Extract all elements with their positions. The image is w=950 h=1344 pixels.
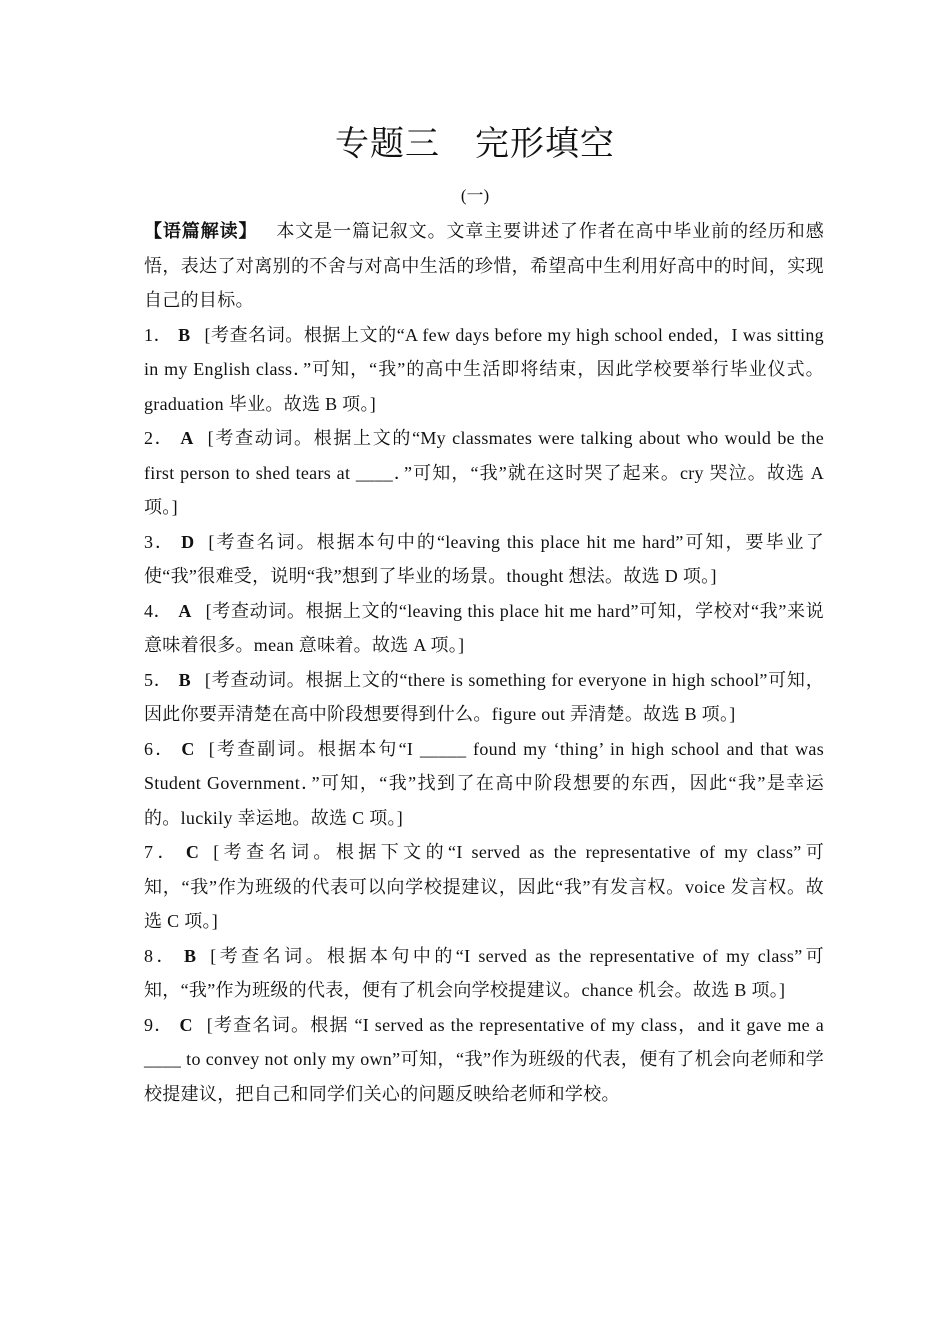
item-answer: B: [178, 669, 191, 690]
answer-item: [144, 939, 824, 1008]
item-number: 2．: [144, 428, 175, 448]
item-answer: A: [180, 428, 194, 448]
item-answer: B: [183, 945, 197, 966]
item-explanation: [考查名词。根据下文的“I served as the representative of my class”可知，“我”作为班级的代表可以向学校提建议，因此“我”有发言权。voice 发言权。故选 C 项。]: [144, 842, 825, 931]
item-answer: B: [178, 324, 191, 345]
answer-item: [144, 318, 824, 422]
answer-item: [144, 525, 824, 594]
item-explanation: [考查名词。根据本句中的“I served as the representative of my class”可知，“我”作为班级的代表，便有了机会向学校提建议。chance 机会。故选 B 项。]: [144, 945, 824, 1000]
item-explanation: [考查动词。根据上文的“leaving this place hit me hard”可知，学校对“我”来说意味着很多。mean 意味着。故选 A 项。]: [144, 600, 824, 655]
item-explanation: [考查名词。根据 “I served as the representative of my class，and it gave me a ____ to convey not only my own”可知，“我”作为班级的代表，便有了机会向老师和学校提建议，把自己和同学们关心的问题反映给老师和学校。: [144, 1014, 824, 1104]
item-answer: C: [179, 1014, 193, 1035]
answer-item: [144, 421, 824, 525]
item-explanation: [考查副词。根据本句“I _____ found my ‘thing’ in high school and that was Student Government．”可知，“我”找到了在高中阶段想要的东西，因此“我”是幸运的。luckily 幸运地。故选 C 项。]: [144, 738, 824, 828]
answer-item: [144, 835, 824, 939]
document-body: [144, 214, 824, 1111]
item-number: 9．: [144, 1014, 174, 1035]
answer-item: [144, 594, 824, 663]
item-number: 7．: [144, 842, 180, 862]
item-number: 5．: [144, 669, 173, 690]
answer-item: [144, 663, 824, 732]
page-title: 专题三 完形填空: [335, 126, 615, 163]
item-number: 8．: [144, 945, 178, 966]
item-number: 3．: [144, 531, 176, 552]
intro-label: 【语篇解读】: [144, 221, 258, 241]
item-explanation: [考查动词。根据上文的“My classmates were talking about who would be the first person to shed tears at ____．”可知，“我”就在这时哭了起来。cry 哭泣。故选 A 项。]: [144, 428, 824, 517]
item-answer: A: [178, 600, 192, 621]
answer-item: [144, 732, 824, 836]
item-answer: C: [185, 842, 200, 862]
item-number: 6．: [144, 738, 176, 759]
intro-paragraph: [144, 214, 824, 318]
item-number: 1．: [144, 324, 173, 345]
item-answer: C: [181, 738, 195, 759]
item-explanation: [考查名词。根据上文的“A few days before my high school ended，I was sitting in my English class．”可知，“我”的高中生活即将结束，因此学校要举行毕业仪式。graduation 毕业。故选 B 项。]: [144, 324, 824, 414]
item-number: 4．: [144, 600, 173, 621]
item-explanation: [考查名词。根据本句中的“leaving this place hit me hard”可知，要毕业了使“我”很难受，说明“我”想到了毕业的场景。thought 想法。故选 D 项。]: [144, 531, 824, 586]
item-explanation: [考查动词。根据上文的“there is something for everyone in high school”可知，因此你要弄清楚在高中阶段想要得到什么。figure out 弄清楚。故选 B 项。]: [144, 669, 824, 724]
section-number: (一): [460, 186, 490, 205]
item-answer: D: [181, 531, 195, 552]
answer-item: [144, 1008, 824, 1112]
intro-text: 本文是一篇记叙文。文章主要讲述了作者在高中毕业前的经历和感悟，表达了对离别的不舍与对高中生活的珍惜，希望高中生利用好高中的时间，实现自己的目标。: [144, 221, 824, 310]
